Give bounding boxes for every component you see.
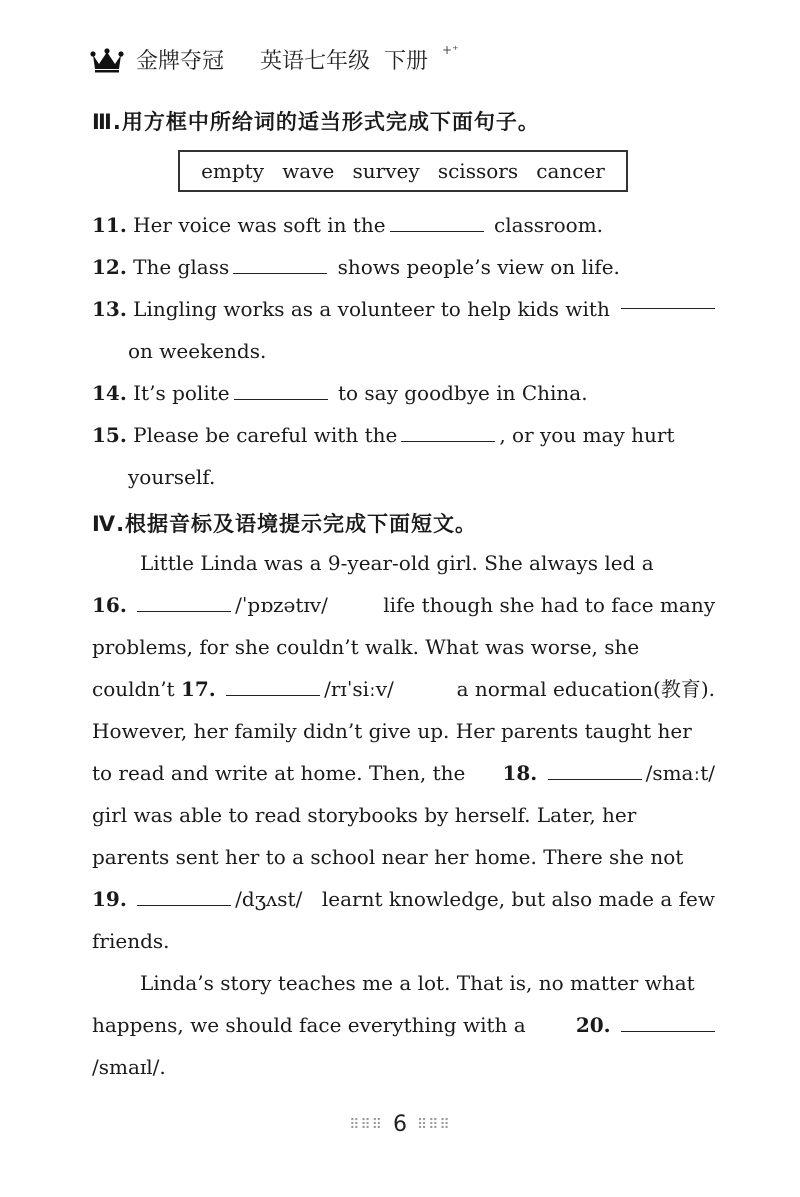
passage-text: couldn’t [92, 677, 175, 701]
question-13-continuation: on weekends. [128, 339, 267, 363]
passage-line [92, 920, 715, 962]
question-text: Her voice was soft in the [133, 213, 386, 237]
question-13 [92, 288, 715, 330]
passage-text: friends. [92, 929, 170, 953]
page-number: 6 [393, 1112, 407, 1137]
passage-line [92, 878, 715, 920]
section-4-title: Ⅳ.根据音标及语境提示完成下面短文。 [92, 512, 478, 536]
word-box-item: scissors [437, 159, 519, 183]
passage-text: Linda’s story teaches me a lot. That is, no matter what [140, 971, 695, 995]
word-box-item: empty [201, 159, 265, 183]
question-text: shows people’s view on life. [337, 255, 620, 279]
question-text: The glass [133, 255, 230, 279]
answer-blank[interactable] [137, 591, 231, 612]
question-14 [92, 372, 715, 414]
word-box-item: cancer [536, 159, 605, 183]
page-footer [0, 1112, 800, 1137]
blank-number: 19. [92, 887, 127, 911]
passage-text: girl was able to read storybooks by herself. Later, her [92, 803, 637, 827]
answer-blank[interactable] [226, 675, 320, 696]
question-12 [92, 246, 715, 288]
brand-title: 金牌夺冠 [136, 49, 225, 74]
question-15-continuation: yourself. [128, 465, 216, 489]
word-box-item: survey [352, 159, 420, 183]
phonetic-hint: /ˈpɒzətɪv/ [235, 593, 328, 617]
question-number: 11. [92, 213, 127, 237]
question-text: classroom. [494, 213, 604, 237]
phonetic-hint: /smaːt/ [645, 761, 715, 785]
passage-line [92, 668, 715, 710]
phonetic-hint: /smaɪl/. [92, 1055, 166, 1079]
answer-blank[interactable] [621, 1011, 715, 1032]
phonetic-hint: /dʒʌst/ [235, 887, 303, 911]
answer-blank[interactable] [234, 379, 328, 400]
passage-text: problems, for she couldn’t walk. What was worse, she [92, 635, 640, 659]
answer-blank[interactable] [621, 288, 715, 309]
question-text: , or you may hurt [499, 423, 675, 447]
question-text: Lingling works as a volunteer to help kids with [133, 297, 610, 321]
answer-blank[interactable] [548, 759, 642, 780]
blank-number: 18. [502, 761, 538, 785]
passage-text: parents sent her to a school near her home. There she not [92, 845, 684, 869]
passage-line [92, 626, 715, 668]
phonetic-hint: /rɪˈsiːv/ [324, 677, 394, 701]
passage-line [92, 710, 715, 752]
answer-blank[interactable] [233, 253, 327, 274]
crown-icon [90, 47, 124, 73]
question-number: 15. [92, 423, 127, 447]
blank-number: 16. [92, 593, 127, 617]
passage-line [92, 584, 715, 626]
question-number: 14. [92, 381, 127, 405]
question-text: It’s polite [133, 381, 230, 405]
page-header [90, 44, 458, 75]
passage-line [92, 1004, 715, 1046]
question-text: to say goodbye in China. [337, 381, 588, 405]
book-subtitle: 英语七年级 下册 [260, 49, 429, 74]
passage-text: to read and write at home. Then, the [92, 761, 466, 785]
answer-blank[interactable] [390, 211, 484, 232]
question-15 [92, 414, 715, 456]
blank-number: 20. [575, 1013, 611, 1037]
section-3-title: Ⅲ.用方框中所给词的适当形式完成下面句子。 [92, 110, 540, 134]
decorative-mark: +⁺ [442, 42, 459, 57]
blank-number: 17. [180, 677, 216, 701]
word-box [178, 150, 628, 192]
word-box-item: wave [282, 159, 335, 183]
passage-line [92, 794, 715, 836]
passage-text: However, her family didn’t give up. Her parents taught her [92, 719, 692, 743]
dots-decoration: ⠿⠿⠿ [417, 1117, 451, 1133]
dots-decoration: ⠿⠿⠿ [349, 1117, 383, 1133]
passage-line [140, 542, 715, 584]
answer-blank[interactable] [137, 885, 231, 906]
passage-line [92, 1046, 715, 1088]
passage-text: life though she had to face many [383, 593, 715, 617]
question-number: 12. [92, 255, 127, 279]
passage-text: a normal education(教育). [456, 677, 715, 701]
passage-text: happens, we should face everything with a [92, 1013, 526, 1037]
passage-text: Little Linda was a 9-year-old girl. She always led a [140, 551, 654, 575]
answer-blank[interactable] [401, 421, 495, 442]
passage-line [92, 752, 715, 794]
question-text: Please be careful with the [133, 423, 398, 447]
passage-text: learnt knowledge, but also made a few [321, 887, 715, 911]
passage-line [140, 962, 715, 1004]
question-11 [92, 204, 715, 246]
question-number: 13. [92, 297, 127, 321]
passage-line [92, 836, 715, 878]
